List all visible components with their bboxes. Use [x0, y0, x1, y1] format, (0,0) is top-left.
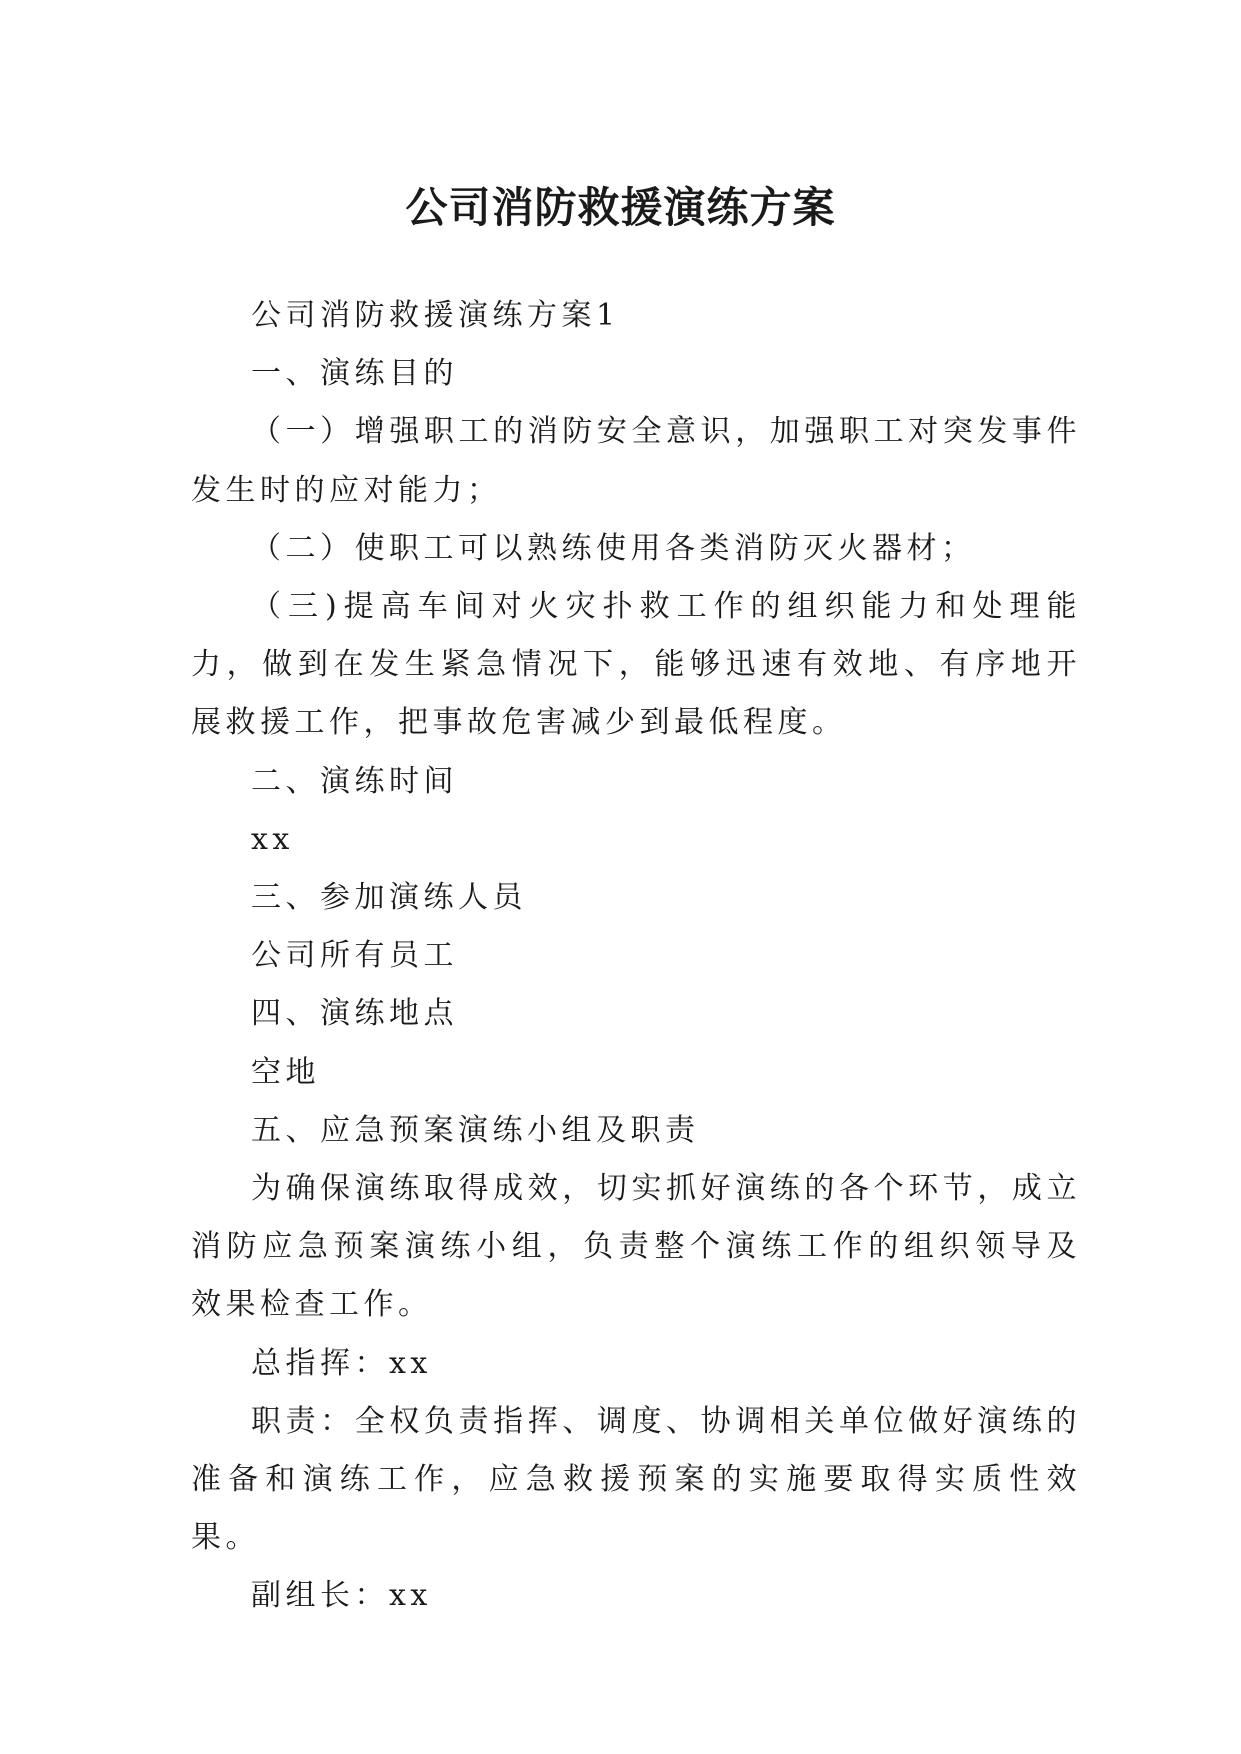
- section-heading: 五、应急预案演练小组及职责: [251, 1112, 700, 1148]
- paragraph: 公司所有员工: [251, 938, 458, 974]
- paragraph: （一）增强职工的消防安全意识，加强职工对突发事件发生时的应对能力；: [191, 414, 1081, 508]
- section-heading: 公司消防救援演练方案1: [251, 298, 620, 333]
- document-title: 公司消防救援演练方案: [405, 183, 836, 233]
- paragraph: 空地: [251, 1054, 320, 1090]
- paragraph: xx: [251, 821, 294, 857]
- section-heading: 一、演练目的: [251, 356, 458, 392]
- paragraph: 职责：全权负责指挥、调度、协调相关单位做好演练的准备和演练工作，应急救援预案的实施要取得实质性效果。: [191, 1403, 1081, 1556]
- paragraph: 副组长：xx: [251, 1578, 432, 1614]
- paragraph: 总指挥：xx: [251, 1345, 432, 1381]
- document-body: [191, 287, 1081, 1626]
- paragraph: （二）使职工可以熟练使用各类消防灭火器材；: [251, 530, 976, 566]
- paragraph: （三)提高车间对火灾扑救工作的组织能力和处理能力，做到在发生紧急情况下，能够迅速有效地、有序地开展救援工作，把事故危害减少到最低程度。: [191, 589, 1081, 741]
- section-heading: 三、参加演练人员: [251, 880, 527, 916]
- section-heading: 四、演练地点: [251, 996, 458, 1032]
- section-heading: 二、演练时间: [251, 763, 458, 799]
- paragraph: 为确保演练取得成效，切实抓好演练的各个环节，成立消防应急预案演练小组，负责整个演练工作的组织领导及效果检查工作。: [191, 1171, 1081, 1323]
